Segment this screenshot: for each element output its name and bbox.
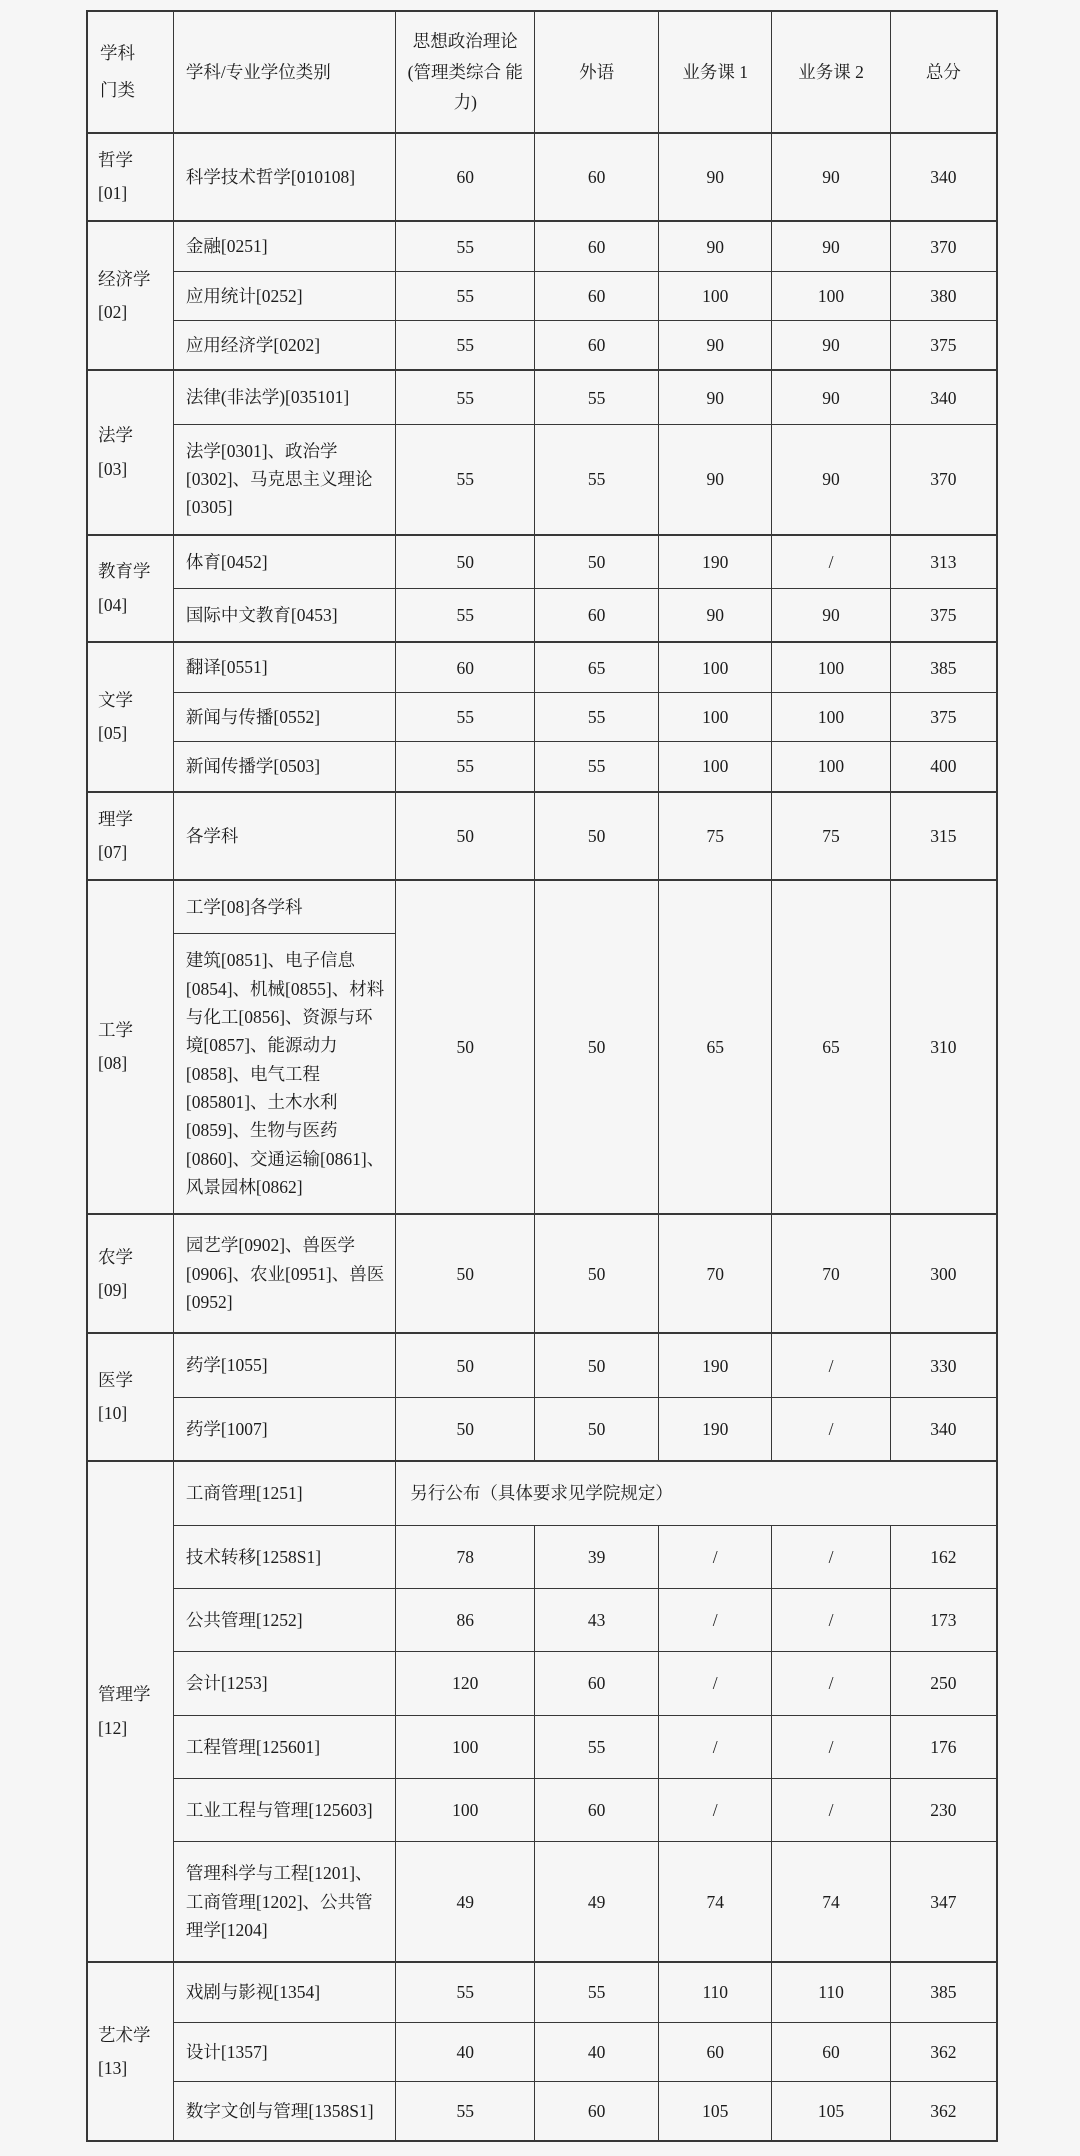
program-cell: 应用统计[0252] <box>173 271 395 320</box>
program-cell: 翻译[0551] <box>173 642 395 692</box>
score-cell: 55 <box>396 370 535 424</box>
category-code: [12] <box>98 1717 128 1738</box>
score-cell: 74 <box>659 1842 772 1963</box>
score-cell: 375 <box>890 692 997 741</box>
score-cell: 190 <box>659 1397 772 1461</box>
score-cell: 50 <box>396 792 535 881</box>
score-cell: 55 <box>535 370 659 424</box>
score-cell: 55 <box>396 589 535 643</box>
table-row <box>87 271 997 320</box>
score-cell: 50 <box>396 1397 535 1461</box>
score-cell: / <box>772 535 891 589</box>
header-category-line2: 门类 <box>100 79 135 100</box>
score-cell: / <box>659 1588 772 1651</box>
score-cell: 55 <box>396 271 535 320</box>
score-table <box>86 10 998 2142</box>
score-cell: 375 <box>890 589 997 643</box>
category-cell <box>87 221 173 370</box>
score-cell: 65 <box>772 880 891 1214</box>
category-code: [09] <box>98 1279 128 1300</box>
program-cell: 国际中文教育[0453] <box>173 589 395 643</box>
score-cell: 362 <box>890 2081 997 2141</box>
category-label: 工学 <box>98 1019 133 1040</box>
table-row <box>87 370 997 424</box>
score-cell: 190 <box>659 1333 772 1397</box>
score-cell: 50 <box>535 792 659 881</box>
score-cell: 362 <box>890 2022 997 2081</box>
score-cell: 55 <box>535 1715 659 1778</box>
category-cell <box>87 642 173 791</box>
score-cell: 340 <box>890 370 997 424</box>
score-cell: 50 <box>396 1333 535 1397</box>
program-cell: 公共管理[1252] <box>173 1588 395 1651</box>
program-cell: 新闻传播学[0503] <box>173 742 395 792</box>
score-cell: 55 <box>535 692 659 741</box>
score-cell: 100 <box>396 1778 535 1841</box>
table-row <box>87 1842 997 1963</box>
category-code: [07] <box>98 841 128 862</box>
score-cell: 49 <box>535 1842 659 1963</box>
score-cell: 100 <box>659 692 772 741</box>
score-cell: 50 <box>396 535 535 589</box>
category-code: [08] <box>98 1053 128 1074</box>
score-cell: 50 <box>535 1333 659 1397</box>
table-row <box>87 1525 997 1588</box>
score-cell: 55 <box>396 742 535 792</box>
score-cell: 50 <box>535 1214 659 1333</box>
score-cell: 100 <box>396 1715 535 1778</box>
table-row <box>87 1778 997 1841</box>
program-cell: 会计[1253] <box>173 1652 395 1715</box>
score-cell: 176 <box>890 1715 997 1778</box>
category-cell <box>87 792 173 881</box>
table-row <box>87 1333 997 1397</box>
table-row <box>87 1652 997 1715</box>
score-cell: 100 <box>659 271 772 320</box>
score-cell: 50 <box>535 535 659 589</box>
score-cell: 100 <box>772 692 891 741</box>
score-cell: 39 <box>535 1525 659 1588</box>
score-cell: 70 <box>772 1214 891 1333</box>
score-cell: 340 <box>890 1397 997 1461</box>
score-cell: 55 <box>535 424 659 535</box>
score-cell: 90 <box>772 370 891 424</box>
score-cell: 100 <box>772 642 891 692</box>
score-cell: / <box>772 1333 891 1397</box>
score-cell: 315 <box>890 792 997 881</box>
score-cell: 380 <box>890 271 997 320</box>
program-cell: 科学技术哲学[010108] <box>173 133 395 222</box>
category-cell <box>87 1214 173 1333</box>
table-row <box>87 321 997 371</box>
score-cell: 55 <box>396 321 535 371</box>
score-cell: 110 <box>772 1962 891 2022</box>
score-cell: 105 <box>659 2081 772 2141</box>
score-cell: 162 <box>890 1525 997 1588</box>
score-cell: 60 <box>535 271 659 320</box>
category-code: [04] <box>98 594 128 615</box>
score-cell: 60 <box>535 2081 659 2141</box>
table-row <box>87 742 997 792</box>
score-cell: / <box>772 1588 891 1651</box>
program-cell: 工程管理[125601] <box>173 1715 395 1778</box>
category-label: 经济学 <box>98 268 151 289</box>
category-label: 法学 <box>98 425 133 446</box>
category-cell <box>87 1962 173 2141</box>
program-cell: 法律(非法学)[035101] <box>173 370 395 424</box>
program-cell: 戏剧与影视[1354] <box>173 1962 395 2022</box>
score-cell: 100 <box>659 742 772 792</box>
table-row <box>87 1588 997 1651</box>
score-cell: 86 <box>396 1588 535 1651</box>
table-row <box>87 1214 997 1333</box>
score-cell: 49 <box>396 1842 535 1963</box>
score-cell: 90 <box>772 424 891 535</box>
score-cell: 55 <box>396 221 535 271</box>
score-cell: 74 <box>772 1842 891 1963</box>
score-cell: 370 <box>890 221 997 271</box>
table-row <box>87 692 997 741</box>
table-row <box>87 792 997 881</box>
table-header <box>87 11 997 133</box>
category-label: 哲学 <box>98 149 133 170</box>
score-cell: / <box>772 1397 891 1461</box>
score-cell: 55 <box>396 424 535 535</box>
note-cell: 另行公布（具体要求见学院规定） <box>396 1461 997 1525</box>
score-cell: 60 <box>396 642 535 692</box>
category-cell <box>87 133 173 222</box>
score-cell: / <box>772 1525 891 1588</box>
score-cell: 40 <box>396 2022 535 2081</box>
header-course2: 业务课 2 <box>772 11 891 133</box>
table-body <box>87 133 997 2141</box>
program-cell: 工学[08]各学科 <box>173 880 395 934</box>
score-cell: 60 <box>535 1778 659 1841</box>
score-cell: / <box>659 1715 772 1778</box>
score-cell: 100 <box>772 271 891 320</box>
score-cell: 65 <box>535 642 659 692</box>
score-cell: 70 <box>659 1214 772 1333</box>
score-cell: 90 <box>659 221 772 271</box>
score-cell: 60 <box>535 321 659 371</box>
category-label: 教育学 <box>98 561 151 582</box>
score-cell: 60 <box>535 133 659 222</box>
score-cell: 100 <box>772 742 891 792</box>
score-cell: 110 <box>659 1962 772 2022</box>
score-cell: / <box>659 1652 772 1715</box>
program-cell: 药学[1055] <box>173 1333 395 1397</box>
table-row <box>87 642 997 692</box>
category-label: 农学 <box>98 1246 133 1267</box>
program-cell: 设计[1357] <box>173 2022 395 2081</box>
score-cell: / <box>772 1778 891 1841</box>
score-cell: 313 <box>890 535 997 589</box>
score-cell: 90 <box>772 321 891 371</box>
table-row <box>87 1397 997 1461</box>
table-row <box>87 133 997 222</box>
score-cell: 340 <box>890 133 997 222</box>
score-cell: 400 <box>890 742 997 792</box>
score-cell: 55 <box>396 1962 535 2022</box>
header-foreign: 外语 <box>535 11 659 133</box>
score-cell: 90 <box>772 133 891 222</box>
score-cell: 75 <box>659 792 772 881</box>
category-cell <box>87 1333 173 1461</box>
score-cell: 55 <box>535 1962 659 2022</box>
score-cell: 50 <box>396 880 535 1214</box>
score-cell: 330 <box>890 1333 997 1397</box>
score-cell: 60 <box>535 589 659 643</box>
table-row <box>87 221 997 271</box>
category-cell <box>87 535 173 643</box>
score-cell: / <box>772 1715 891 1778</box>
score-cell: / <box>659 1778 772 1841</box>
header-program: 学科/专业学位类别 <box>173 11 395 133</box>
program-cell: 数字文创与管理[1358S1] <box>173 2081 395 2141</box>
category-code: [05] <box>98 722 128 743</box>
category-code: [13] <box>98 2057 128 2078</box>
category-label: 艺术学 <box>98 2024 151 2045</box>
header-total: 总分 <box>890 11 997 133</box>
program-cell: 管理科学与工程[1201]、工商管理[1202]、公共管理学[1204] <box>173 1842 395 1963</box>
program-cell: 技术转移[1258S1] <box>173 1525 395 1588</box>
category-label: 文学 <box>98 689 133 710</box>
score-cell: 385 <box>890 1962 997 2022</box>
score-cell: 370 <box>890 424 997 535</box>
header-row <box>87 11 997 133</box>
score-cell: 75 <box>772 792 891 881</box>
table-row <box>87 1461 997 1525</box>
category-label: 医学 <box>98 1370 133 1391</box>
header-politics: 思想政治理论 (管理类综合 能力) <box>396 11 535 133</box>
program-cell: 各学科 <box>173 792 395 881</box>
table-row <box>87 1962 997 2022</box>
score-cell: 50 <box>535 1397 659 1461</box>
score-cell: 347 <box>890 1842 997 1963</box>
category-code: [10] <box>98 1403 128 1424</box>
program-cell: 应用经济学[0202] <box>173 321 395 371</box>
score-cell: / <box>659 1525 772 1588</box>
score-cell: 40 <box>535 2022 659 2081</box>
category-code: [03] <box>98 458 128 479</box>
category-code: [02] <box>98 301 128 322</box>
score-cell: 120 <box>396 1652 535 1715</box>
score-cell: 60 <box>772 2022 891 2081</box>
table-row <box>87 535 997 589</box>
program-cell: 园艺学[0902]、兽医学[0906]、农业[0951]、兽医[0952] <box>173 1214 395 1333</box>
score-cell: 310 <box>890 880 997 1214</box>
table-row <box>87 2022 997 2081</box>
table-row <box>87 424 997 535</box>
category-code: [01] <box>98 183 128 204</box>
score-cell: 55 <box>396 2081 535 2141</box>
program-cell: 新闻与传播[0552] <box>173 692 395 741</box>
program-cell: 药学[1007] <box>173 1397 395 1461</box>
score-cell: 60 <box>396 133 535 222</box>
category-cell <box>87 880 173 1214</box>
header-category <box>87 11 173 133</box>
table-row <box>87 1715 997 1778</box>
header-course1: 业务课 1 <box>659 11 772 133</box>
program-cell: 体育[0452] <box>173 535 395 589</box>
score-cell: 190 <box>659 535 772 589</box>
score-cell: 105 <box>772 2081 891 2141</box>
score-cell: 90 <box>659 424 772 535</box>
score-cell: 90 <box>772 589 891 643</box>
score-cell: 65 <box>659 880 772 1214</box>
table-row <box>87 589 997 643</box>
score-cell: 55 <box>535 742 659 792</box>
score-cell: 90 <box>659 589 772 643</box>
score-cell: 230 <box>890 1778 997 1841</box>
score-cell: 385 <box>890 642 997 692</box>
score-cell: / <box>772 1652 891 1715</box>
score-cell: 50 <box>396 1214 535 1333</box>
score-cell: 43 <box>535 1588 659 1651</box>
category-cell <box>87 370 173 534</box>
score-cell: 90 <box>659 133 772 222</box>
category-label: 理学 <box>98 808 133 829</box>
score-cell: 60 <box>535 1652 659 1715</box>
score-cell: 375 <box>890 321 997 371</box>
score-cell: 300 <box>890 1214 997 1333</box>
program-cell: 工商管理[1251] <box>173 1461 395 1525</box>
score-cell: 90 <box>659 370 772 424</box>
program-cell: 工业工程与管理[125603] <box>173 1778 395 1841</box>
score-cell: 173 <box>890 1588 997 1651</box>
score-cell: 90 <box>659 321 772 371</box>
table-row <box>87 880 997 934</box>
program-cell: 金融[0251] <box>173 221 395 271</box>
score-cell: 55 <box>396 692 535 741</box>
score-cell: 50 <box>535 880 659 1214</box>
score-cell: 90 <box>772 221 891 271</box>
score-cell: 60 <box>659 2022 772 2081</box>
program-cell: 建筑[0851]、电子信息[0854]、机械[0855]、材料与化工[0856]、资源与环境[0857]、能源动力[0858]、电气工程[085801]、土木水利[0859]、生物与医药[0860]、交通运输[0861]、风景园林[0862] <box>173 934 395 1215</box>
score-cell: 78 <box>396 1525 535 1588</box>
table-row <box>87 2081 997 2141</box>
category-label: 管理学 <box>98 1684 151 1705</box>
program-cell: 法学[0301]、政治学[0302]、马克思主义理论[0305] <box>173 424 395 535</box>
header-category-line1: 学科 <box>100 43 135 64</box>
score-cell: 60 <box>535 221 659 271</box>
category-cell <box>87 1461 173 1962</box>
score-cell: 250 <box>890 1652 997 1715</box>
score-cell: 100 <box>659 642 772 692</box>
